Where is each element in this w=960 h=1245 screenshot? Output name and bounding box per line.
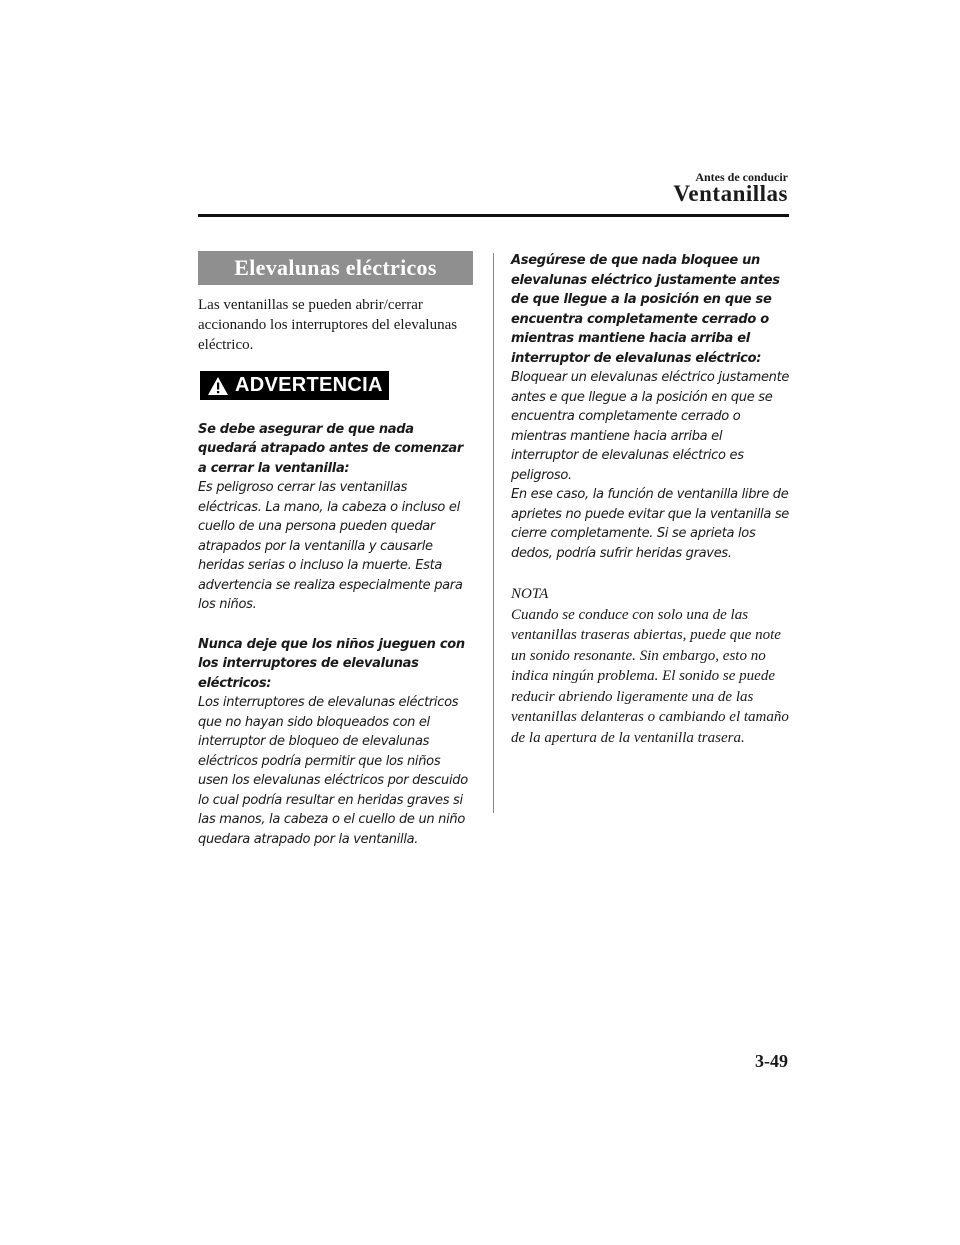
right-column [511,251,791,748]
column-divider [493,253,494,813]
warning-body-continued: En ese caso, la función de ventanilla libre de aprietes no puede evitar que la ventanilla se cierre completamente. Si se aprieta los dedos, podría sufrir heridas graves. [511,487,789,561]
header-rule [198,214,789,217]
warning-triangle-icon [207,376,229,396]
warning-label: ADVERTENCIA [235,374,383,396]
warning-heading: Nunca deje que los niños jueguen con los interruptores de elevalunas eléctricos: [198,636,465,691]
note-label: NOTA [511,586,549,602]
warning-heading: Asegúrese de que nada bloquee un elevalunas eléctrico justamente antes de que llegue a la posición en que se encuentra completamente cerrado o mientras mantiene hacia arriba el interruptor de elevalunas eléctrico: [511,253,780,366]
warning-heading: Se debe asegurar de que nada quedará atrapado antes de comenzar a cerrar la ventanilla: [198,421,463,476]
header-chapter-title: Ventanillas [673,181,788,206]
page-number: 3-49 [755,1051,788,1071]
note-block [511,584,791,748]
left-column [198,251,473,849]
warning-body: Es peligroso cerrar las ventanillas eléctricas. La mano, la cabeza o incluso el cuello de una persona pueden quedar atrapados por la ventanilla y causarle heridas serias o incluso la muerte. Esta advertencia se realiza especialmente para los niños. [198,480,463,612]
warning-badge [200,371,389,400]
section-title: Elevalunas eléctricos [198,251,473,285]
header-section-label: Antes de conducir [695,170,788,184]
warning-item [511,251,791,563]
warning-body: Los interruptores de elevalunas eléctricos que no hayan sido bloqueados con el interruptor de bloqueo de elevalunas eléctricos podría permitir que los niños usen los elevalunas eléctricos por descuido lo cual podría resultar en heridas graves si las manos, la cabeza o el cuello de un niño quedara atrapado por la ventanilla. [198,695,468,847]
intro-paragraph: Las ventanillas se pueden abrir/cerrar accionando los interruptores del elevalunas eléctrico. [198,297,458,353]
note-text: Cuando se conduce con solo una de las ventanillas traseras abiertas, puede que note un sonido resonante. Sin embargo, esto no indica ningún problema. El sonido se puede reducir abriendo ligeramente una de las ventanillas delanteras o cambiando el tamaño de la apertura de la ventanilla trasera. [511,606,789,746]
warning-item [198,420,473,615]
warning-item [198,635,473,850]
warning-body: Bloquear un elevalunas eléctrico justamente antes e que llegue a la posición en que se encuentra completamente cerrado o mientras mantiene hacia arriba el interruptor de elevalunas eléctrico es peligroso. [511,370,790,483]
